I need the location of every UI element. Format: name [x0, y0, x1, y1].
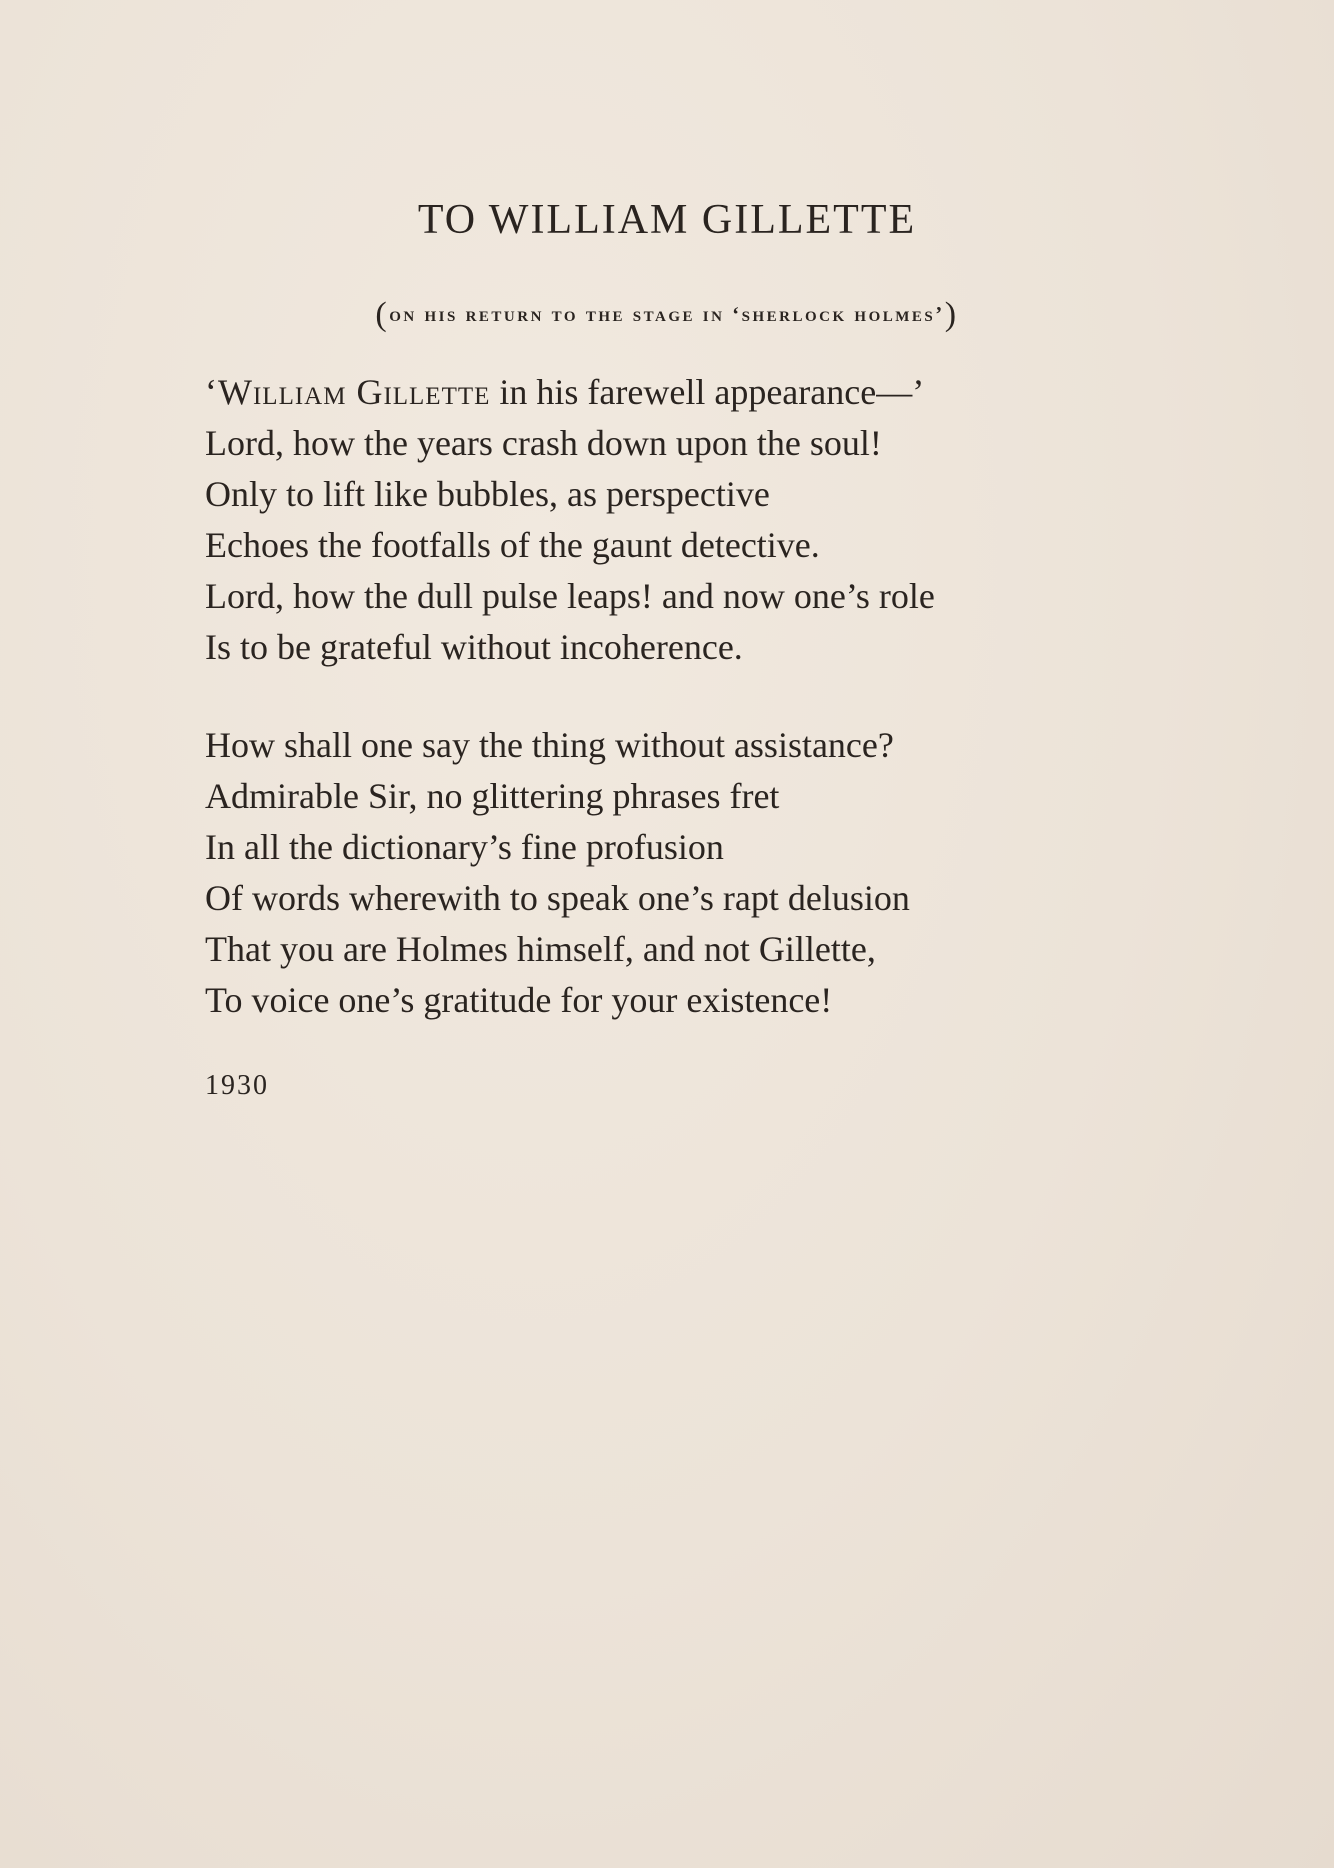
poem-line: Is to be grateful without incoherence. — [205, 627, 743, 667]
subtitle-open-paren: ( — [375, 296, 390, 333]
poem-line: Of words wherewith to speak one’s rapt delusion — [205, 878, 910, 918]
poem-subtitle — [0, 296, 1334, 334]
poem-line: How shall one say the thing without assistance? — [205, 725, 894, 765]
poem-line-lead: ‘William Gillette — [205, 372, 491, 412]
poem-year: 1930 — [205, 1070, 269, 1101]
poem-line — [205, 367, 935, 418]
poem-line: To voice one’s gratitude for your existence! — [205, 980, 833, 1020]
poem-line: Admirable Sir, no glittering phrases fret — [205, 776, 780, 816]
poem-line: Lord, how the dull pulse leaps! and now one’s role — [205, 576, 935, 616]
subtitle-close-paren: ) — [944, 296, 959, 333]
poem-line: That you are Holmes himself, and not Gillette, — [205, 929, 876, 969]
subtitle-text: on his return to the stage in ‘sherlock holmes’ — [389, 302, 945, 326]
poem-title: TO WILLIAM GILLETTE — [417, 197, 917, 243]
stanza-2 — [205, 720, 910, 1026]
poem-line: Only to lift like bubbles, as perspective — [205, 474, 770, 514]
poem-line: Echoes the footfalls of the gaunt detective. — [205, 525, 820, 565]
poem-line-rest: in his farewell appearance—’ — [490, 372, 925, 412]
stanza-1 — [205, 367, 935, 673]
poem-line: Lord, how the years crash down upon the soul! — [205, 423, 882, 463]
poem-line: In all the dictionary’s fine profusion — [205, 827, 724, 867]
